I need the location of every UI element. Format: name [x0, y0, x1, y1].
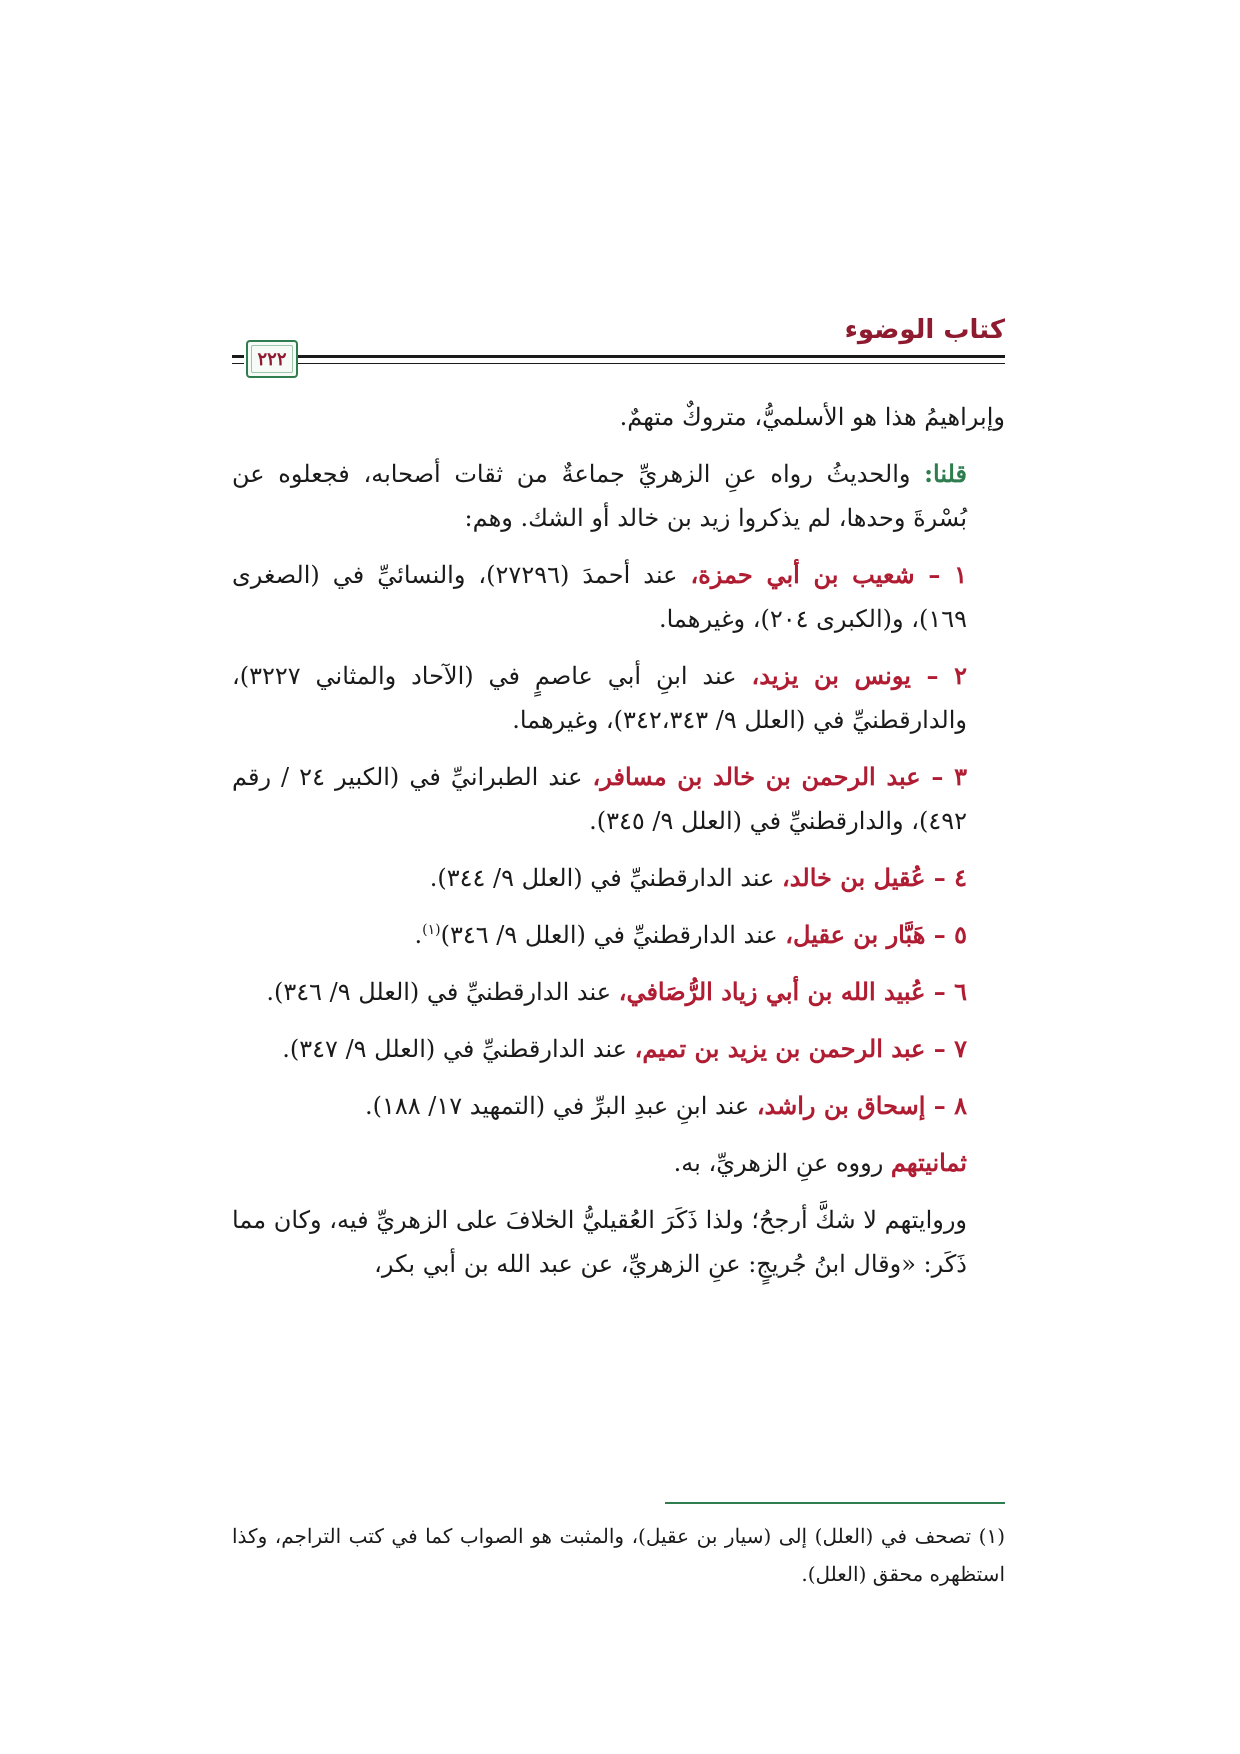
item-number: ٦ –: [925, 977, 967, 1006]
item-number: ٣ –: [920, 762, 967, 791]
list-item-8: [232, 1084, 1005, 1128]
item-text: عند الطبرانيِّ في (الكبير ٢٤ / رقم ٤٩٢)، والدارقطنيِّ في (العلل ٩/ ٣٤٥).: [232, 763, 967, 835]
item-text: عند الدارقطنيِّ في (العلل ٩/ ٣٤٦).: [266, 978, 619, 1006]
item-number: ٤ –: [925, 863, 967, 892]
item-text: عند ابنِ عبدِ البرِّ في (التمهيد ١٧/ ١٨٨).: [364, 1092, 757, 1120]
page-number-frame: [246, 340, 298, 378]
list-item-5: [232, 913, 1005, 957]
list-item-2: [232, 654, 1005, 742]
list-item-4: [232, 856, 1005, 900]
item-number: ٥ –: [925, 920, 967, 949]
header-rule-left-thin: [232, 363, 244, 364]
header-rule-thick: [290, 355, 1005, 358]
footnotes: [232, 1517, 1005, 1593]
main-text: [232, 395, 1005, 1299]
paragraph-2: [232, 452, 1005, 540]
qulna-label: قلنا:: [924, 459, 967, 488]
narrator-name: عبد الرحمن بن يزيد بن تميم،: [634, 1034, 926, 1063]
header-rule-left-thick: [232, 355, 244, 358]
list-item-6: [232, 970, 1005, 1014]
item-text: عند الدارقطنيِّ في (العلل ٩/ ٣٤٦): [440, 921, 786, 949]
item-number: ٧ –: [925, 1034, 967, 1063]
paragraph-last: وروايتهم لا شكَّ أرجحُ؛ ولذا ذَكَرَ العُقيليُّ الخلافَ على الزهريِّ فيه، وكان مما ذَكَر: «وقال ابنُ جُريجٍ: عنِ الزهريِّ، عن عبد الله بن أبي بكر،: [232, 1206, 967, 1278]
summary-lead: ثمانيتهم: [890, 1148, 967, 1177]
narrator-name: يونس بن يزيد،: [751, 661, 911, 690]
narrator-name: إسحاق بن راشد،: [756, 1091, 926, 1120]
list-item-1: [232, 553, 1005, 641]
item-number: ٢ –: [910, 661, 968, 690]
item-number: ١ –: [914, 560, 967, 589]
footnote-ref[interactable]: (١): [422, 922, 441, 938]
header-rule-thin: [290, 363, 1005, 364]
item-text: عند ابنِ أبي عاصمٍ في (الآحاد والمثاني ٣٢٢٧)، والدارقطنيِّ في (العلل ٩/ ٣٤٢،٣٤٣)، وغيرهما.: [232, 662, 967, 734]
item-text: عند أحمدَ (٢٧٢٩٦)، والنسائيِّ في (الصغرى ١٦٩)، و(الكبرى ٢٠٤)، وغيرهما.: [232, 561, 967, 633]
paragraph-1: وإبراهيمُ هذا هو الأسلميُّ، متروكٌ متهمٌ.: [619, 403, 1005, 431]
paragraph-summary: [232, 1141, 1005, 1185]
page-header: [232, 315, 1005, 390]
item-text: عند الدارقطنيِّ في (العلل ٩/ ٣٤٤).: [429, 864, 783, 892]
narrator-name: عُقيل بن خالد،: [782, 863, 926, 892]
item-number: ٨ –: [925, 1091, 967, 1120]
list-item-3: [232, 755, 1005, 843]
footnote-1: (١) تصحف في (العلل) إلى (سيار بن عقيل)، والمثبت هو الصواب كما في كتب التراجم، وكذا استظهره محقق (العلل).: [232, 1524, 1006, 1586]
narrator-name: عبد الرحمن بن خالد بن مسافر،: [592, 762, 921, 791]
item-tail: .: [414, 921, 423, 949]
summary-text: رووه عنِ الزهريِّ، به.: [673, 1149, 891, 1177]
page-number: ٢٢٢: [257, 348, 287, 370]
narrator-name: عُبيد الله بن أبي زياد الرُّصَافي،: [618, 977, 926, 1006]
book-title: كتاب الوضوء: [844, 315, 1005, 345]
footnote-separator: [665, 1502, 1005, 1504]
item-text: عند الدارقطنيِّ في (العلل ٩/ ٣٤٧).: [282, 1035, 635, 1063]
narrator-name: شعيب بن أبي حمزة،: [690, 560, 915, 589]
narrator-name: هَبَّار بن عقيل،: [785, 920, 926, 949]
paragraph-2-text: والحديثُ رواه عنِ الزهريِّ جماعةٌ من ثقات أصحابه، فجعلوه عن بُسْرةَ وحدها، لم يذكروا زيد بن خالد أو الشك. وهم:: [232, 460, 967, 532]
list-item-7: [232, 1027, 1005, 1071]
